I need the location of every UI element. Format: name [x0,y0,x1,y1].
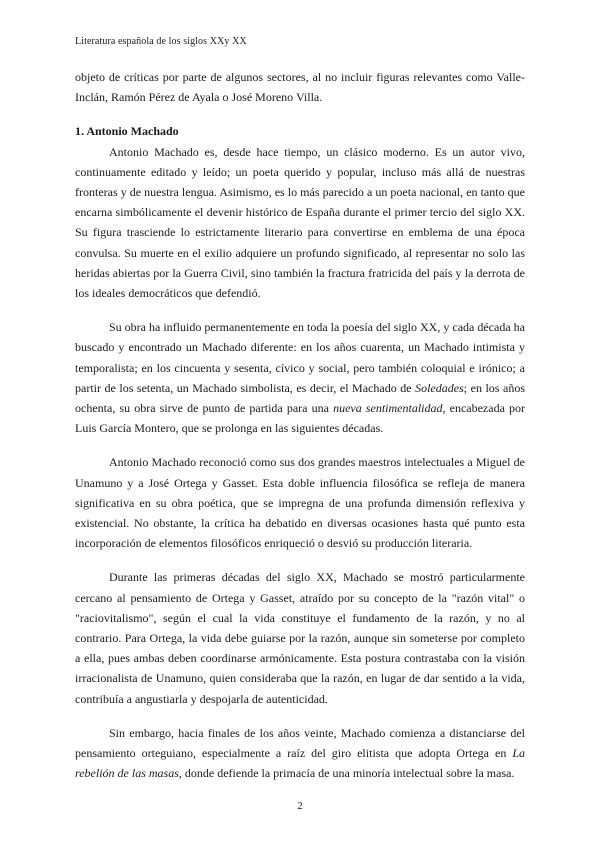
paragraph-2-italic-nueva-sentimentalidad: nueva sentimentalidad [333,401,443,416]
paragraph-2 [75,317,525,438]
paragraph-2-text-a: Su obra ha influido permanentemente en toda la poesía del siglo XX, y cada década ha buscado y encontrado un Machado diferente: en los años cuarenta, un Machado intimista y temporalista; en los cincuenta y sesenta, cívico y social, pero también coloquial e irónico; a partir de los setenta, un Machado simbolista, es decir, el Machado de [75,320,525,395]
paragraph-2-italic-soledades: Soledades [415,380,464,395]
paragraph-4: Durante las primeras décadas del siglo XX, Machado se mostró particularmente cercano al pensamiento de Ortega y Gasset, atraído por su concepto de la "razón vital" o "raciovitalismo", según el cual la vida constituye el fundamento de la razón, y no al contrario. Para Ortega, la vida debe guiarse por la razón, aunque sin someterse por completo a ella, pues ambas deben coordinarse armónicamente. Esta postura contrastaba con la visión irracionalista de Unamuno, quien consideraba que la razón, en lugar de dar sentido a la vida, contribuía a angustiarla y despojarla de autenticidad. [75,570,525,706]
running-header: Literatura española de los siglos XXy XX [75,36,247,47]
page-number: 2 [297,800,303,812]
paragraph-5 [75,723,525,784]
paragraph-5-text-a: Sin embargo, hacia finales de los años veinte, Machado comienza a distanciarse del pensamiento orteguiano, especialmente a raíz del giro elitista que adopta Ortega en [75,725,525,761]
section-heading: 1. Antonio Machado [75,124,179,139]
paragraph-3: Antonio Machado reconoció como sus dos grandes maestros intelectuales a Miguel de Unamuno y a José Ortega y Gasset. Esta doble influencia filosófica se refleja de manera significativa en su obra poética, que se impregna de una profunda dimensión reflexiva y existencial. No obstante, la crítica ha debatido en diversas ocasiones hasta qué punto esta incorporación de elementos filosóficos enriqueció o desvió su producción literaria. [75,455,525,551]
paragraph-1: Antonio Machado es, desde hace tiempo, un clásico moderno. Es un autor vivo, continuamente editado y leído; un poeta querido y popular, incluso más allá de nuestras fronteras y de nuestra lengua. Asimismo, es lo más parecido a un poeta nacional, en tanto que encarna simbólicamente el devenir histórico de España durante el primer tercio del siglo XX. Su figura trasciende lo estrictamente literario para convertirse en emblema de una época convulsa. Su muerte en el exilio adquiere un profundo significado, al representar no solo las heridas abiertas por la Guerra Civil, sino también la fractura fratricida del país y la derrota de los ideales democráticos que defendió. [75,144,525,301]
intro-continuation-paragraph: objeto de críticas por parte de algunos sectores, al no incluir figuras relevantes como Valle-Inclán, Ramón Pérez de Ayala o José Moreno Villa. [75,70,525,105]
paragraph-5-italic-title: La rebelión de las masas [75,746,525,781]
paragraph-5-text-b: , donde defiende la primacía de una minoría intelectual sobre la masa. [178,766,515,781]
paragraph-2-text-b: ; en los años ochenta, su obra sirve de punto de partida para una [75,380,525,416]
page-body [75,67,525,798]
paragraph-2-text-c: , encabezada por Luis García Montero, que se prolonga en las siguientes décadas. [75,401,526,436]
